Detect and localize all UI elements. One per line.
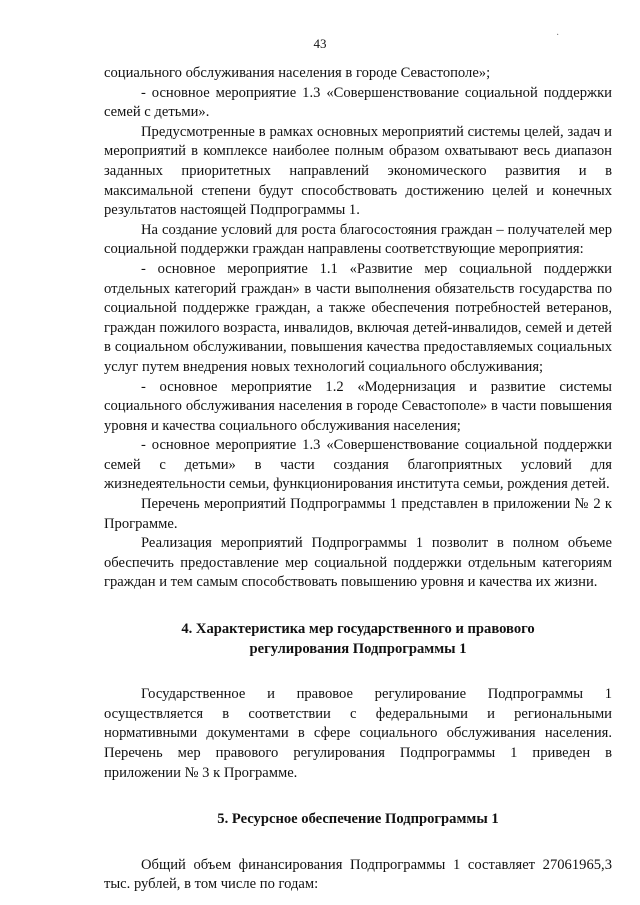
section-4-heading-line-2: регулирования Подпрограммы 1 (249, 640, 467, 657)
paragraph: - основное мероприятие 1.3 «Совершенствование социальной поддержки семей с детьми». (104, 84, 612, 121)
page-content (104, 64, 612, 895)
section-5-heading: 5. Ресурсное обеспечение Подпрограммы 1 (217, 811, 499, 828)
paragraph: Перечень мероприятий Подпрограммы 1 представлен в приложении № 2 к Программе. (104, 496, 612, 532)
section-4-heading (104, 620, 612, 659)
paragraph: На создание условий для роста благосостояния граждан – получателей мер социальной поддержки граждан направлены соответствующие мероприятия: (104, 221, 612, 258)
page-number: 43 (313, 36, 327, 51)
paragraph: - основное мероприятие 1.2 «Модернизация и развитие системы социального обслуживания населения в городе Севастополе» в части повышения уровня и качества социального обслуживания населения; (104, 378, 612, 434)
paragraph: Предусмотренные в рамках основных мероприятий системы целей, задач и мероприятий в комплексе наиболее полным образом охватывают весь диапазон заданных приоритетных направлений экономического развития и в максимальной степени будут способствовать достижению целей и конечных результатов настоящей Подпрограммы 1. (104, 123, 612, 219)
paragraph: - основное мероприятие 1.1 «Развитие мер социальной поддержки отдельных категорий граждан» в части выполнения обязательств государства по социальной поддержке граждан, а также обеспечения потребностей ветеранов, граждан пожилого возраста, инвалидов, включая детей-инвалидов, семей и детей в социальном обслуживании, повышения качества предоставляемых социальных услуг путем внедрения новых технологий социального обслуживания; (104, 260, 612, 375)
paragraph: социального обслуживания населения в городе Севастополе»; (104, 65, 491, 81)
section-3-body (104, 64, 612, 593)
paragraph: Реализация мероприятий Подпрограммы 1 позволит в полном объеме обеспечить предоставление мер социальной поддержки отдельным категориям граждан и тем самым способствовать повышению уровня и качества их жизни. (104, 535, 612, 591)
section-5-paragraph: Общий объем финансирования Подпрограммы 1 составляет 27061965,3 тыс. рублей, в том числе по годам: (104, 856, 612, 893)
paragraph: - основное мероприятие 1.3 «Совершенствование социальной поддержки семей с детьми» в части создания благоприятных условий для жизнедеятельности семьи, функционирования института семьи, рождения детей. (104, 437, 612, 493)
section-4-paragraph: Государственное и правовое регулирование Подпрограммы 1 осуществляется в соответствии с федеральными и региональными нормативными документами в сфере социального обслуживания населения. Перечень мер правового регулирования Подпрограммы 1 приведен в приложении № 3 к Программе. (104, 686, 612, 781)
corner-mark: · (556, 30, 560, 41)
section-4-heading-line-1: 4. Характеристика мер государственного и правового (181, 621, 535, 638)
